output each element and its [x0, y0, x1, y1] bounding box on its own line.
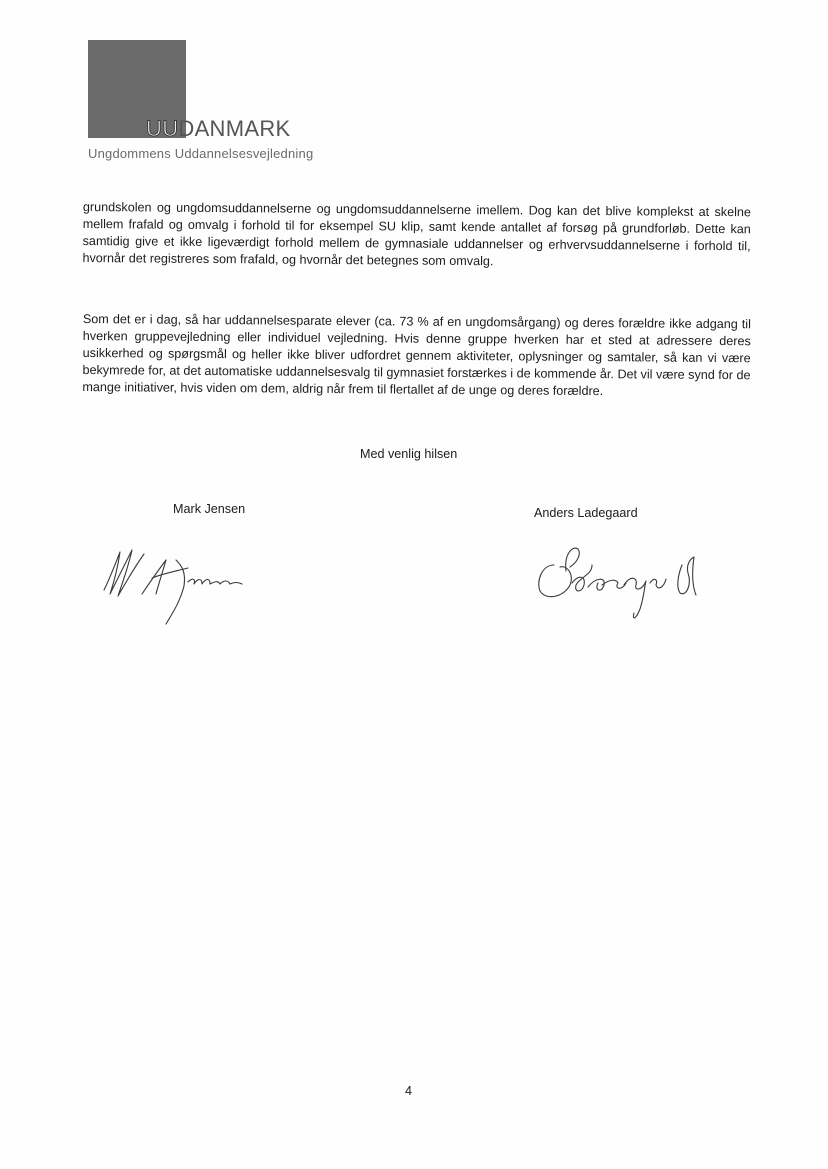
signature-2 — [526, 535, 716, 625]
logo-wordmark — [146, 116, 291, 142]
page-number: 4 — [405, 1084, 413, 1098]
body-paragraph-1: grundskolen og ungdomsuddannelserne og ungdomsuddannelserne imellem. Dog kan det blive komplekst at skelne mellem frafald og omvalg i forhold til for eksempel SU klip, samt kende antallet af forsøg på grundforløb. Dette kan samtidig give et ikke ligeværdigt forhold mellem de gymnasiale uddannelser og erhvervsuddannelserne i forhold til, hvornår det registreres som frafald, og hvornår det betegnes som omvalg. — [82, 199, 751, 268]
signer-name-1: Mark Jensen — [173, 502, 246, 516]
logo-subtitle: Ungdommens Uddannelsesvejledning — [88, 146, 314, 161]
closing-salutation: Med venlig hilsen — [360, 447, 458, 461]
logo-danmark: DANMARK — [178, 116, 291, 141]
signature-1 — [92, 538, 262, 628]
body-paragraph-2: Som det er i dag, så har uddannelsesparate elever (ca. 73 % af en ungdomsårgang) og deres forældre ikke adgang til hverken gruppevejledning eller individuel vejledning. Hvis denne gruppe hverken har et sted at adressere deres usikkerhed og spørgsmål og heller ikke bliver udfordret gennem aktiviteter, oplysninger og samtaler, så kan vi være bekymrede for, at det automatiske uddannelsesvalg til gymnasiet forstærkes i de kommende år. Det vil være synd for de mange initiativer, hvis viden om dem, aldrig når frem til flertallet af de unge og deres forældre. — [82, 311, 751, 398]
uu-danmark-logo — [88, 38, 348, 168]
signer-name-2: Anders Ladegaard — [534, 506, 638, 520]
logo-uu: UU — [146, 116, 179, 141]
